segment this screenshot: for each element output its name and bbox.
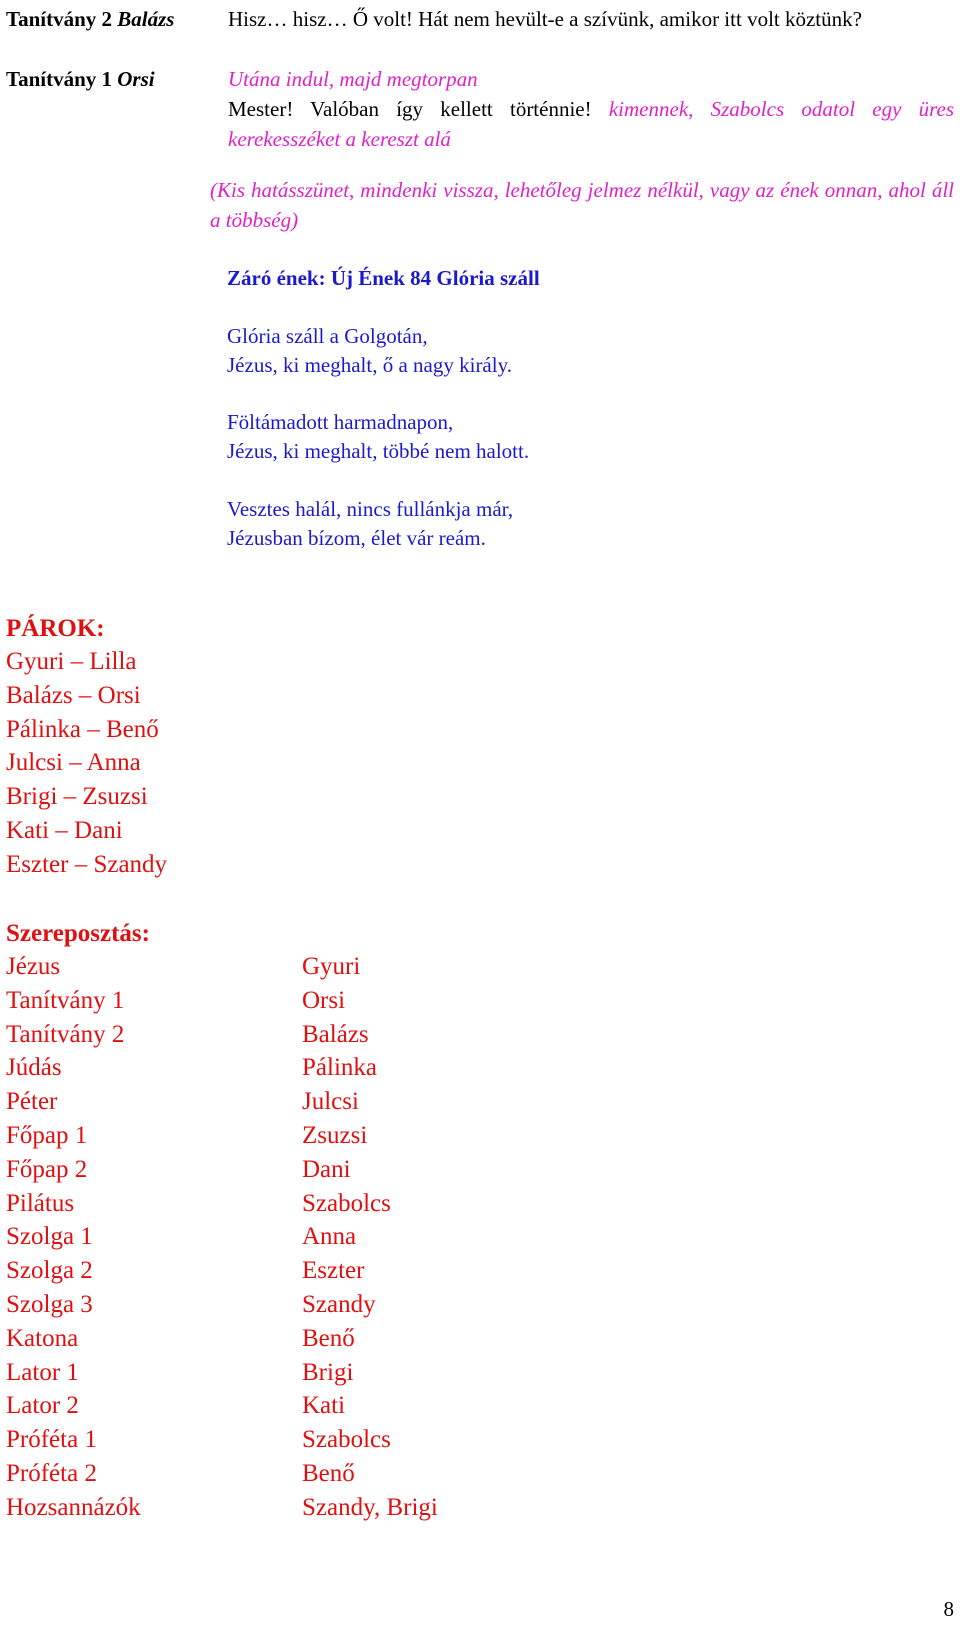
actor-item: Julcsi [302, 1088, 359, 1116]
cast-roles-list [6, 950, 141, 1525]
role-item: Katona [6, 1324, 79, 1352]
actor-item: Zsuzsi [302, 1121, 368, 1149]
actor-item: Kati [302, 1392, 346, 1420]
spoken-line [228, 94, 954, 154]
speaker-label [6, 64, 226, 94]
role-item: Próféta 2 [6, 1459, 97, 1487]
role-item: Hozsannázók [6, 1493, 141, 1521]
role-item: Júdás [6, 1054, 62, 1082]
role-item: Péter [6, 1088, 58, 1116]
speaker-role: Tanítvány 1 [6, 67, 113, 91]
actor-item: Szandy, Brigi [302, 1493, 438, 1521]
actor-item: Anna [302, 1223, 357, 1251]
list-item: Pálinka – Benő [6, 715, 159, 743]
pairs-title: PÁROK: [6, 615, 105, 642]
spoken-text: Mester! Valóban így kellett történnie! [228, 97, 592, 121]
actor-item: Szabolcs [302, 1426, 391, 1454]
actor-item: Benő [302, 1459, 355, 1487]
song-line: Föltámadott harmadnapon, [227, 410, 454, 434]
list-item: Gyuri – Lilla [6, 648, 137, 675]
actor-item: Benő [302, 1324, 355, 1352]
pause-note: (Kis hatásszünet, mindenki vissza, lehetőleg jelmez nélkül, vagy az ének onnan, ahol áll a többség) [210, 178, 954, 232]
role-item: Tanítvány 2 [6, 1020, 125, 1048]
role-item: Lator 2 [6, 1392, 79, 1420]
actor-item: Gyuri [302, 953, 361, 980]
song-line: Vesztes halál, nincs fullánkja már, [227, 497, 514, 521]
role-item: Jézus [6, 953, 61, 980]
song-title: Záró ének: Új Ének 84 Glória száll [227, 266, 540, 290]
actor-item: Szabolcs [302, 1189, 391, 1217]
actor-item: Pálinka [302, 1054, 377, 1082]
list-item: Balázs – Orsi [6, 681, 141, 709]
speaker-name: Balázs [117, 7, 175, 31]
song-line: Glória száll a Golgotán, [227, 324, 428, 348]
song-line: Jézusban bízom, élet vár reám. [227, 526, 486, 550]
list-item: Brigi – Zsuzsi [6, 783, 148, 811]
speaker-label [6, 4, 226, 34]
dialogue-row-1 [6, 4, 954, 64]
song-line: Jézus, ki meghalt, többé nem halott. [227, 439, 530, 463]
role-item: Lator 1 [6, 1358, 79, 1386]
role-item: Tanítvány 1 [6, 986, 125, 1014]
actor-item: Dani [302, 1155, 351, 1183]
list-item: Kati – Dani [6, 816, 123, 844]
list-item: Eszter – Szandy [6, 850, 168, 878]
role-item: Szolga 2 [6, 1257, 93, 1285]
actor-item: Szandy [302, 1290, 376, 1318]
stage-direction: kimennek, Szabolcs odatol egy üres kerekesszéket a kereszt alá [228, 97, 955, 151]
song-verse-2 [227, 408, 529, 466]
role-item: Főpap 1 [6, 1121, 88, 1149]
song-verse-1 [227, 322, 512, 380]
role-item: Főpap 2 [6, 1155, 88, 1183]
actor-item: Orsi [302, 986, 346, 1014]
spoken-line: Hisz… hisz… Ő volt! Hát nem hevült-e a szívünk, amikor itt volt köztünk? [228, 7, 862, 31]
cast-actors-list [302, 950, 438, 1525]
cast-title: Szereposztás: [6, 920, 150, 947]
song-verse-3 [227, 495, 513, 553]
dialogue-row-2 [6, 64, 954, 154]
song-line: Jézus, ki meghalt, ő a nagy király. [227, 353, 512, 377]
speaker-name: Orsi [117, 67, 155, 91]
actor-item: Balázs [302, 1020, 369, 1048]
actor-item: Eszter [302, 1257, 365, 1285]
pairs-list [6, 645, 167, 882]
stage-direction: Utána indul, majd megtorpan [228, 67, 478, 91]
role-item: Szolga 1 [6, 1223, 93, 1251]
list-item: Julcsi – Anna [6, 749, 141, 777]
page-number: 8 [943, 1597, 954, 1621]
speaker-role: Tanítvány 2 [6, 7, 113, 31]
actor-item: Brigi [302, 1358, 354, 1386]
role-item: Pilátus [6, 1189, 75, 1217]
role-item: Próféta 1 [6, 1426, 97, 1454]
role-item: Szolga 3 [6, 1290, 93, 1318]
